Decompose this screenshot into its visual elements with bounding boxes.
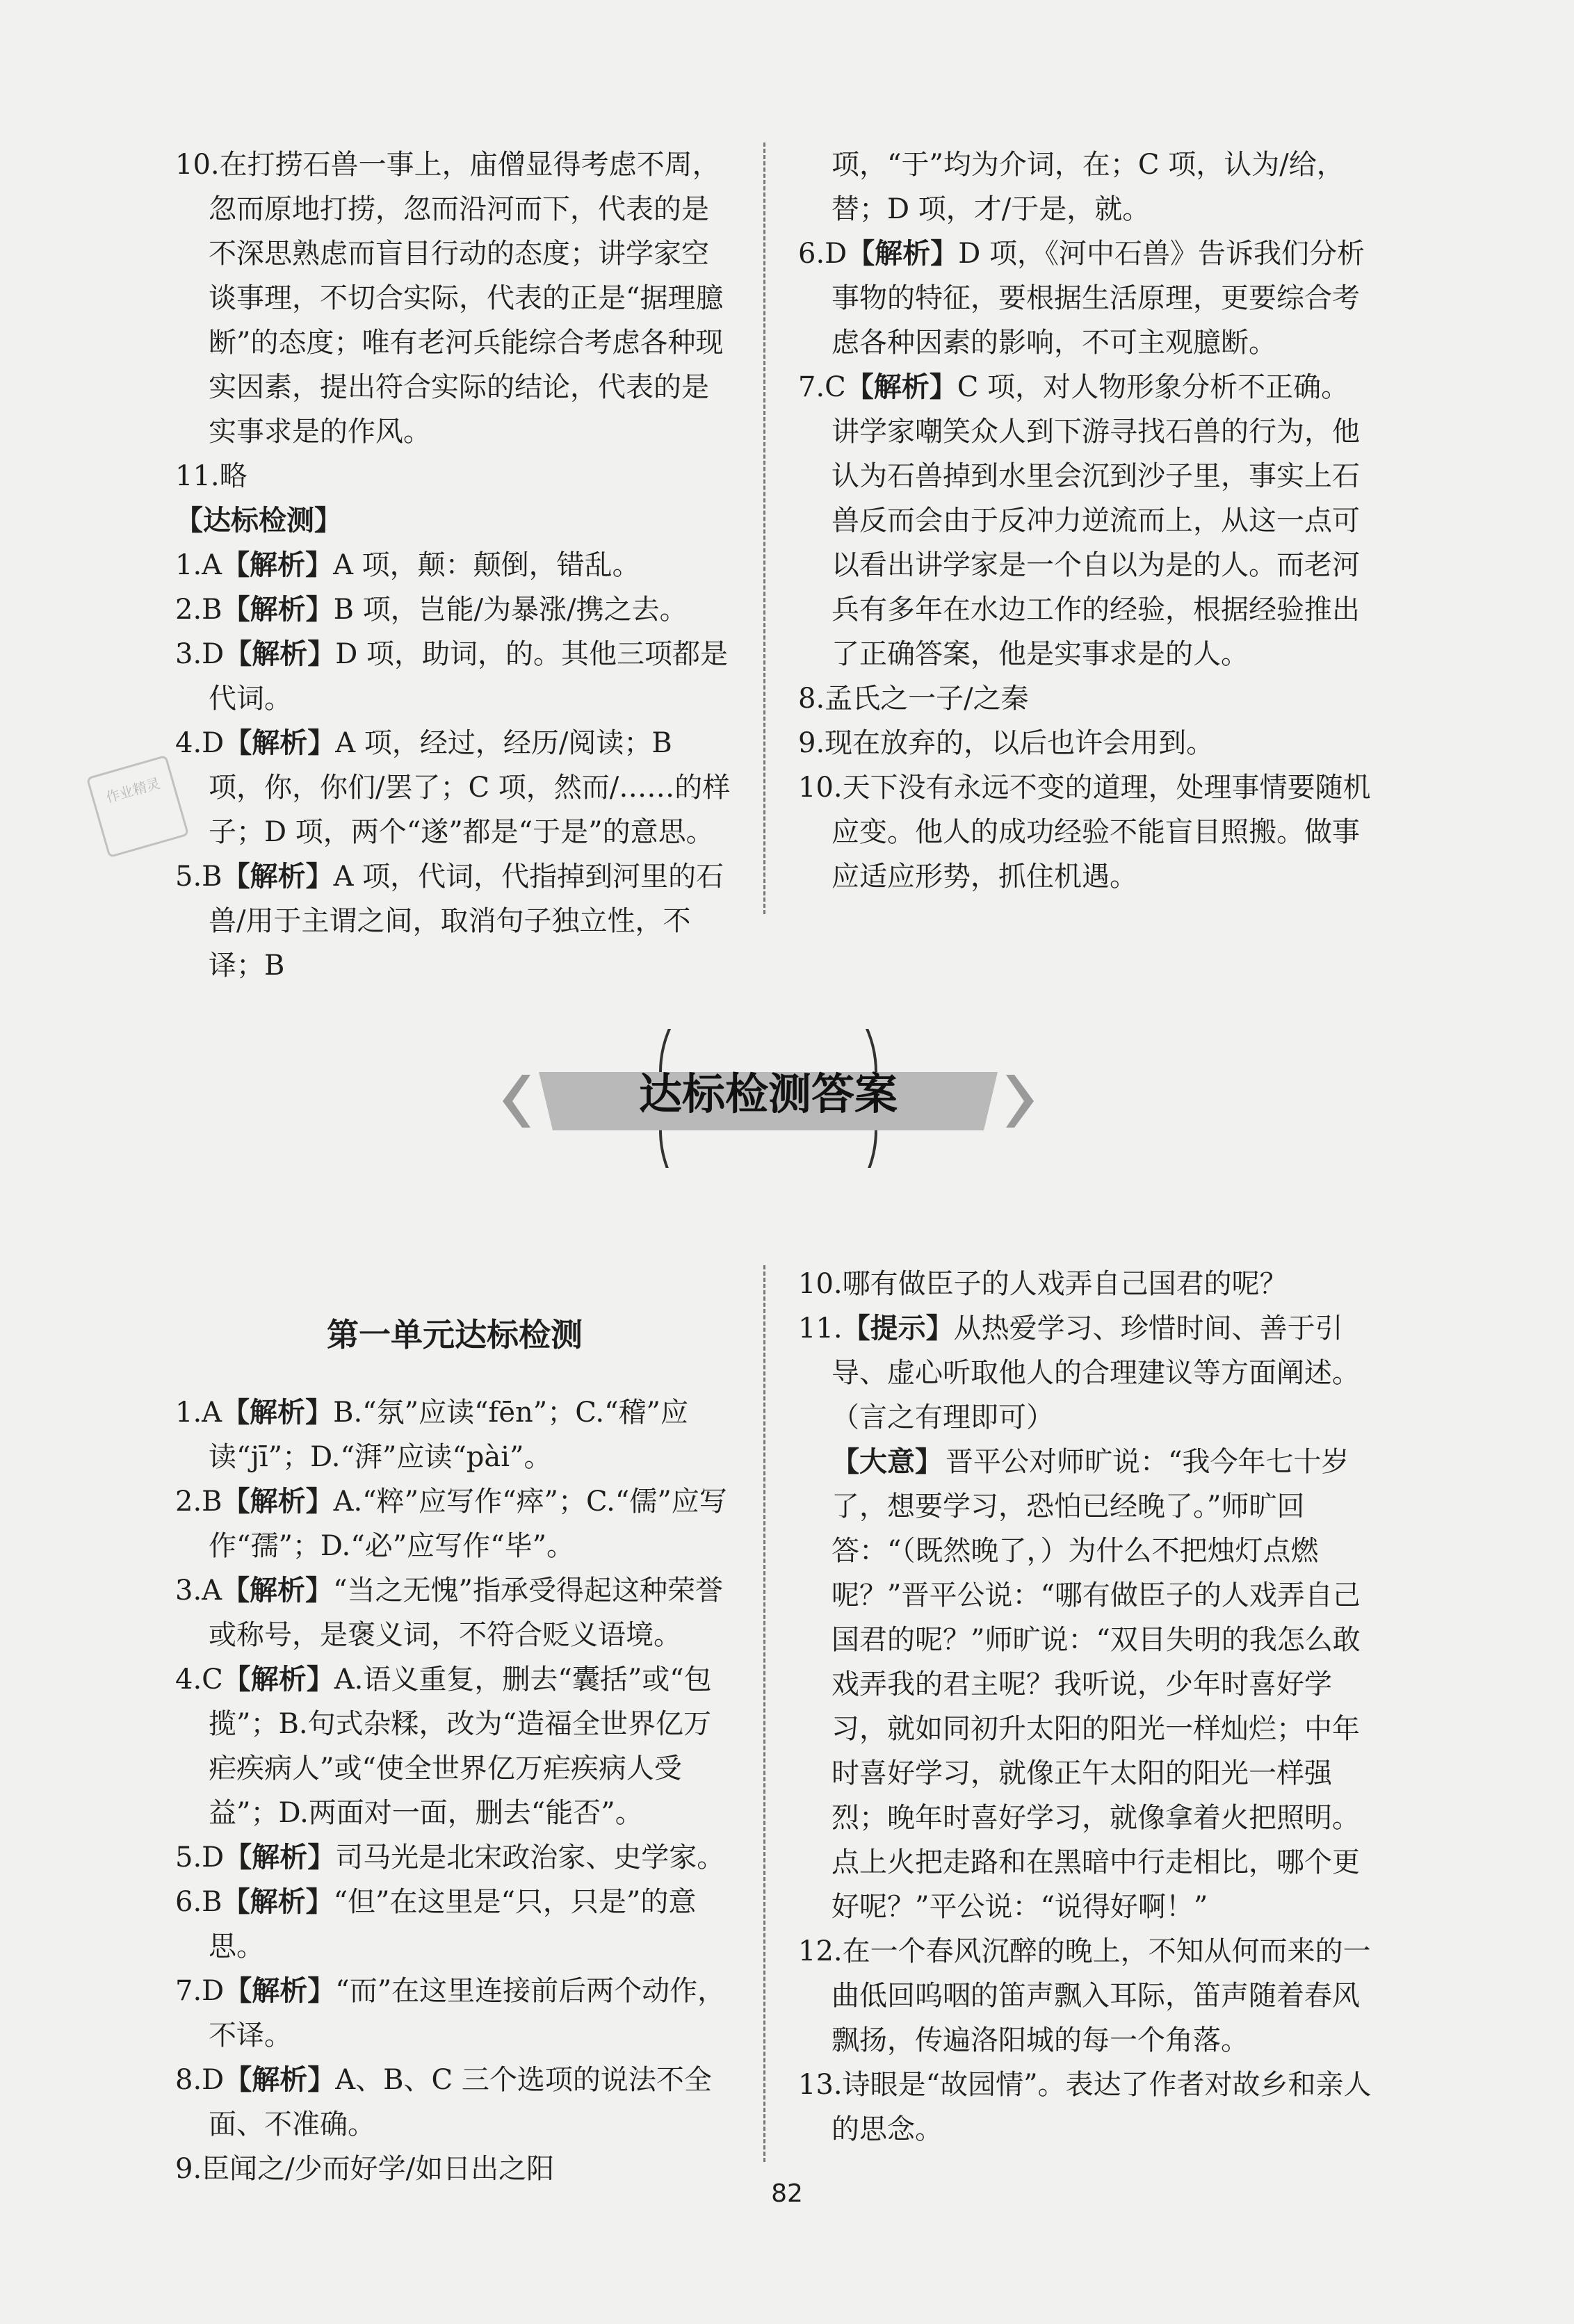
answer-letter: D — [202, 727, 225, 759]
answer-item — [798, 365, 1375, 676]
item-number: 9. — [175, 2153, 202, 2185]
page-number: 82 — [771, 2179, 803, 2208]
section-banner — [497, 1029, 1039, 1168]
answer-text: 哪有做臣子的人戏弄自己国君的呢？ — [842, 1268, 1288, 1300]
item-number: 5. — [175, 861, 202, 893]
answer-text: “而”在这里连接前后两个动作，不译。 — [209, 1975, 726, 2051]
answer-letter: A — [202, 549, 222, 581]
answer-letter: C — [202, 1664, 223, 1696]
bottom-left-items — [175, 1390, 735, 2191]
item-number: 9. — [798, 727, 825, 759]
analysis-tag: 【解析】 — [224, 2064, 336, 2096]
analysis-tag: 【解析】 — [224, 1842, 336, 1874]
answer-item — [798, 765, 1375, 899]
item-number: 6. — [798, 238, 825, 270]
answer-text: A、B、C 三个选项的说法不全面、不准确。 — [209, 2064, 712, 2140]
answer-text: 司马光是北宋政治家、史学家。 — [335, 1842, 725, 1874]
answer-item: 10.在打捞石兽一事上，庙僧显得考虑不周，忽而原地打捞，忽而沿河而下，代表的是不深思熟虑而盲目行动的态度；讲学家空谈事理，不切合实际，代表的正是“据理臆断”的态度；唯有老河兵能综合考虑各种现实因素，提出符合实际的结论，代表的是实事求是的作风。 — [175, 149, 724, 448]
answer-text: A.语义重复，删去“囊括”或“包揽”；B.句式杂糅，改为“造福全世界亿万疟疾病人”或“使全世界亿万疟疾病人受益”；D.两面对一面，删去“能否”。 — [209, 1664, 712, 1829]
answer-item — [175, 2058, 735, 2147]
answer-letter: B — [202, 594, 222, 626]
analysis-tag: 【解析】 — [224, 1975, 336, 2007]
analysis-tag: 【解析】 — [222, 1664, 334, 1696]
answer-letter: D — [202, 638, 225, 670]
answer-item — [175, 1835, 735, 1880]
answer-letter: D — [202, 2064, 225, 2096]
answer-text: 现在放弃的，以后也许会用到。 — [825, 727, 1215, 759]
answer-letter: B — [202, 1486, 222, 1518]
item-number: 2. — [175, 1486, 202, 1518]
item-number: 10. — [798, 1268, 843, 1300]
item-number: 3. — [175, 1575, 202, 1607]
answer-item — [798, 1306, 1375, 1440]
analysis-tag: 【提示】 — [842, 1313, 954, 1344]
answer-item — [175, 1568, 735, 1657]
item-number: 2. — [175, 594, 202, 626]
top-column-divider — [763, 143, 765, 914]
answer-letter: B — [202, 1886, 222, 1918]
analysis-tag: 【解析】 — [224, 727, 336, 759]
item-number: 7. — [175, 1975, 202, 2007]
answer-text: B.“氛”应读“fēn”；C.“稽”应读“jī”；D.“湃”应读“pài”。 — [209, 1397, 688, 1473]
item-number: 8. — [175, 2064, 202, 2096]
answer-item — [798, 1929, 1375, 2063]
item-number: 7. — [798, 371, 825, 403]
homework-stamp-logo: 作业精灵 — [86, 755, 189, 858]
analysis-tag: 【解析】 — [222, 1575, 334, 1607]
answer-item — [175, 1969, 735, 2058]
answer-item — [175, 1657, 735, 1835]
item-number: 10. — [798, 772, 843, 804]
item-number: 5. — [175, 1842, 202, 1874]
answer-item — [798, 676, 1375, 721]
dabiao-items — [175, 543, 735, 988]
item-number: 4. — [175, 727, 202, 759]
bottom-right-column — [798, 1262, 1375, 2152]
answer-letter: A — [202, 1397, 222, 1429]
answer-text: D 项，助词，的。其他三项都是代词。 — [209, 638, 729, 715]
answer-text: A 项，经过，经历/阅读；B 项，你，你们/罢了；C 项，然而/……的样子；D 项，两个“遂”都是“于是”的意思。 — [209, 727, 731, 848]
item-number: 1. — [175, 1397, 202, 1429]
item-number: 3. — [175, 638, 202, 670]
bottom-column-divider — [763, 1265, 765, 2162]
section-title: 第一单元达标检测 — [327, 1316, 583, 1354]
answer-item — [798, 1262, 1375, 1306]
answer-item — [798, 231, 1375, 365]
item-number: 8. — [798, 683, 825, 715]
answer-text: A 项，颠：颠倒，错乱。 — [333, 549, 640, 581]
analysis-tag: 【解析】 — [222, 594, 334, 626]
item-number: 12. — [798, 1935, 843, 1967]
bottom-left-column — [175, 1390, 735, 2191]
item-number: 1. — [175, 549, 202, 581]
analysis-tag: 【解析】 — [845, 371, 957, 403]
answer-item — [175, 587, 735, 632]
answer-text: C 项，对人物形象分析不正确。讲学家嘲笑众人到下游寻找石兽的行为，他认为石兽掉到水里会沉到沙子里，事实上石兽反而会由于反冲力逆流而上，从这一点可以看出讲学家是一个自以为是的人。而老河兵有多年在水边工作的经验，根据经验推出了正确答案，他是实事求是的人。 — [831, 371, 1360, 670]
analysis-tag: 【解析】 — [222, 1486, 334, 1518]
dayi-paragraph: 【大意】 晋平公对师旷说：“我今年七十岁了，想要学习，恐怕已经晚了。”师旷回答：“（既然晚了，）为什么不把烛灯点燃呢？”晋平公说：“哪有做臣子的人戏弄自己国君的呢？”师旷说：“双目失明的我怎么敢戏弄我的君主呢？我听说，少年时喜好学习，就如同初升太阳的阳光一样灿烂；中年时喜好学习，就像正午太阳的阳光一样强烈；晚年时喜好学习，就像拿着火把照明。点上火把走路和在黑暗中行走相比，哪个更好呢？”平公说：“说得好啊！” — [831, 1446, 1361, 1923]
answer-text: “但”在这里是“只，只是”的意思。 — [209, 1886, 697, 1963]
answer-letter: D — [202, 1842, 225, 1874]
continued-text: 项，“于”均为介词，在；C 项，认为/给，替；D 项，才/于是，就。 — [831, 149, 1345, 225]
answer-item — [798, 2063, 1375, 2152]
item-number: 13. — [798, 2069, 843, 2101]
answer-letter: A — [202, 1575, 222, 1607]
answer-item — [175, 1479, 735, 1568]
answer-text: 孟氏之一子/之秦 — [825, 683, 1029, 715]
item-number: 11. — [798, 1313, 843, 1344]
answer-letter: B — [202, 861, 222, 893]
answer-item — [175, 1880, 735, 1969]
top-right-items — [798, 231, 1375, 899]
analysis-tag: 【解析】 — [222, 1397, 334, 1429]
analysis-tag: 【解析】 — [222, 549, 334, 581]
answer-text: 天下没有永远不变的道理，处理事情要随机应变。他人的成功经验不能盲目照搬。做事应适应形势，抓住机遇。 — [831, 772, 1371, 893]
answer-item — [175, 721, 735, 854]
answer-text: 从热爱学习、珍惜时间、善于引导、虚心听取他人的合理建议等方面阐述。（言之有理即可） — [831, 1313, 1360, 1433]
answer-item — [175, 632, 735, 721]
answer-item — [175, 1390, 735, 1479]
answer-text: 诗眼是“故园情”。表达了作者对故乡和亲人的思念。 — [831, 2069, 1372, 2145]
dabiao-header: 【达标检测】 — [175, 505, 342, 537]
answer-text: B 项，岂能/为暴涨/携之去。 — [333, 594, 688, 626]
analysis-tag: 【解析】 — [847, 238, 959, 270]
answer-item — [175, 854, 735, 988]
answer-text: A.“粹”应写作“瘁”；C.“儒”应写作“孺”；D.“必”应写作“毕”。 — [209, 1486, 727, 1562]
bottom-right-items — [798, 1262, 1375, 1440]
banner-title: 达标检测答案 — [638, 1068, 898, 1119]
answer-item: 11.略 — [175, 460, 248, 492]
answer-item — [175, 543, 735, 587]
top-left-column — [175, 143, 735, 988]
item-number: 6. — [175, 1886, 202, 1918]
analysis-tag: 【解析】 — [224, 638, 336, 670]
answer-letter: C — [825, 371, 846, 403]
answer-text: “当之无愧”指承受得起这种荣誉或称号，是褒义词，不符合贬义语境。 — [209, 1575, 723, 1651]
answer-text: 臣闻之/少而好学/如日出之阳 — [202, 2153, 555, 2185]
analysis-tag: 【解析】 — [222, 861, 334, 893]
answer-item — [175, 2147, 735, 2191]
answer-letter: D — [825, 238, 847, 270]
bottom-right-items-2 — [798, 1929, 1375, 2152]
answer-text: A 项，代词，代指掉到河里的石兽/用于主谓之间，取消句子独立性，不译；B — [209, 861, 724, 982]
answer-text: D 项，《河中石兽》告诉我们分析事物的特征，要根据生活原理，更要综合考虑各种因素的影响，不可主观臆断。 — [831, 238, 1365, 359]
answer-text: 在一个春风沉醉的晚上，不知从何而来的一曲低回呜咽的笛声飘入耳际，笛声随着春风飘扬，传遍洛阳城的每一个角落。 — [831, 1935, 1371, 2056]
item-number: 4. — [175, 1664, 202, 1696]
analysis-tag: 【解析】 — [222, 1886, 334, 1918]
answer-letter: D — [202, 1975, 225, 2007]
top-right-column — [798, 143, 1375, 899]
answer-item — [798, 721, 1375, 765]
